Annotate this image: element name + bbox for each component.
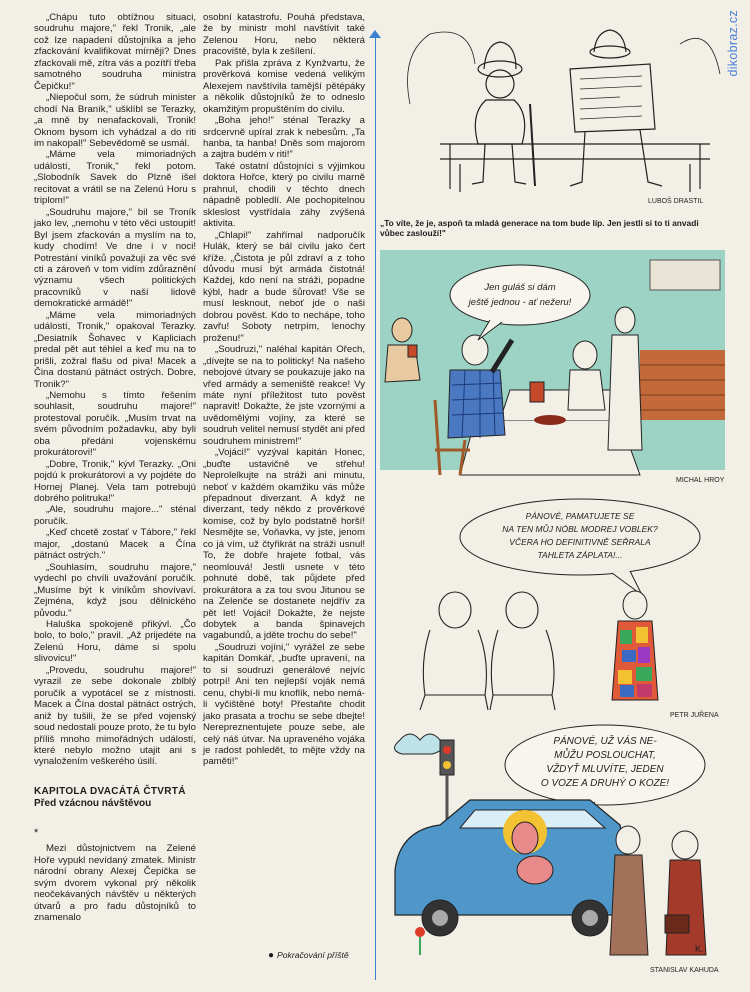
- cartoon-car: [380, 720, 725, 982]
- cartoon-pub: [380, 250, 725, 485]
- artist-initial: K.: [695, 944, 704, 954]
- speech-bubble-line: TAHLETA ZÁPLATA!...: [537, 550, 623, 560]
- artist-signature: PETR JUŘENA: [670, 712, 719, 717]
- speech-bubble-line: VŽDYŤ MLUVÍTE, JEDEN: [546, 764, 664, 775]
- paragraph: „Soudruzi," naléhal kapitán Ořech, „dívejte se na to politicky! Na našeho nebojové útvary se poukazuje jako na vřed armády a semeniště reakce! Vy máte nyní příležitost tuto pověst napravit! Dokažte, že jste vzornými a uvědomělými vojíny, za které se soudruh velitel nemusí stydět ani před soudruhem ministrem!": [203, 344, 365, 447]
- speech-bubble-line: MŮŽU POSLOUCHAT,: [554, 750, 656, 761]
- continued-label: Pokračování příště: [277, 950, 349, 960]
- cartoon-caption: „To víte, že je, aspoň ta mladá generace na tom bude líp. Jen jestli si to ti anvadi vůbec zaslouží!": [380, 218, 699, 238]
- paragraph: „Máme vela mimoriadných událostí, Tronik," opakoval Terazky. „Desiatník Šohavec v Kapliciach predal pět aut téhlel a keď mu na to prišli, zožral flašu od piva! Macek a Čina dostanú pätnáct ostrých. Dobre, Tronik?": [34, 309, 196, 390]
- paragraph: Také ostatní důstojníci s výjimkou doktora Hořce, který po civilu marně prahnul, chodili v těchto dnech nápadně pobledlí. Ale pochopitelnou skleslost vystřídala záhy zvýšená aktivita.: [203, 160, 365, 230]
- paragraph: Haluška spokojeně přikývl. „Čo bolo, to bolo," pravil. „Až prijedéte na Zelenú Horu, dáme si spolu slivovicu!": [34, 619, 196, 665]
- paragraph: „Chápu tuto obtížnou situaci, soudruhu majore," řekl Tronik, „ale což Ize napadení důstojníka a jeho zfackování kvalifikovat mírněji? Dnes zfackovali mě, zítra vás a pozítří třeba samotného soudruha ministra Čepičku!": [34, 12, 196, 92]
- paragraph: „Keď chcetě zostať v Tábore," řekl major, „dostanú Macek a Čína pätnáct ostrých.": [34, 527, 196, 562]
- artist-signature: MICHAL HROY: [676, 477, 725, 484]
- paragraph: „Chlapi!" zahřímal nadporučík Hulák, který se bál civilu jako čert kříže. „Čistota je půl zdraví a z toho důvodu musí být armáda čistotná! Každej, kdo není na stráži, popadne kýbl, hadr a bude šůrovat! Vše se musí lesknout, neboť jde o naši dobrou pověst. Kdo to nechápe, toho zavřu! Soboty netrpím, lenochy proženu!": [203, 229, 365, 344]
- paragraph: „Soudruzi vojíni," vyrážel ze sebe kapitán Domkář, „buďte upravení, na to si soudruzi generálové nejvíc potrpí! Ani ten nejlepší voják nemá cenu, chybí-li mu knoflík, nebo nemá-li vyčištěné boty! Přestaňte chodit jako prasata a trochu se sebe dbejte! Nerepreznentujete pouze sebe, ale celý náš útvar. Na upraveného vojáka je radost pohledět, to mějte vždy na paměti!": [203, 641, 365, 768]
- artist-signature: LUBOŠ DRASTIL: [648, 198, 704, 205]
- bullet-icon: ●: [268, 950, 275, 961]
- paragraph: Mezi důstojnictvem na Zelené Hoře vypukl nevídaný zmatek. Ministr národní obrany Alexej Čepička se svým dvorem vykonal prý několik neočekávaných návštěv u některých útvarů a pro řadu důstojníků to znamenalo: [34, 843, 196, 924]
- paragraph: „Dobre, Tronik," kývl Terazky. „Oni pojdú k prokurátorovi a vy pojdéte do Hornej Planej. Vela tam potrebujú dobrého politruka!": [34, 458, 196, 505]
- section-star: *: [34, 826, 39, 839]
- paragraph: osobní katastrofu. Pouhá představa, že by ministr mohl navštívit také Zelenou Horu, nebo některá pracoviště, byla k zešílení.: [203, 12, 365, 58]
- article-column-2: [203, 12, 365, 768]
- continued-note: [268, 950, 349, 961]
- cartoon-bench: [380, 14, 725, 206]
- speech-bubble-line: O VOZE A DRUHÝ O KOZE!: [540, 778, 670, 789]
- speech-bubble-line: PÁNOVÉ, UŽ VÁS NE-: [553, 736, 657, 747]
- article-column-1: [34, 12, 196, 924]
- paragraph: „Ale, soudruhu majore..." sténal poručík.: [34, 504, 196, 527]
- artist-signature: STANISLAV KAHUDA: [650, 967, 719, 974]
- paragraph: „Souhlasím, soudruhu majore," vydechl po chvíli uvažování poručík. „Musíme být k viníkům shovívaví. Zejména, když jsou dělnického původu.": [34, 561, 196, 619]
- chapter-title: KAPITOLA DVACÁTÁ ČTVRTÁ: [34, 785, 186, 797]
- chapter-subtitle: Před vzácnou návštěvou: [34, 797, 152, 809]
- speech-bubble-line: NA TEN MŮJ NÓBL MODREJ VOBLEK?: [502, 524, 658, 534]
- speech-bubble-line: VČERA HO DEFINITIVNĚ SEŘRALA: [509, 537, 651, 547]
- paragraph: „Vojáci!" vyzýval kapitán Honec, „buďte ustavičně ve střehu! Neprolelkujte na stráži ani minutu, neboť v každém okamžiku vás může přepadnout diverzant. A když ne diverzant, tedy někdo z prověrkové komise, což by bylo podstatně horší! Nesmějte se, Voňavka, vy jste, jenom co já vím, už čtyřikrát na stráži usnul! To, že dobře hrajete fotbal, vás neomlouvá! Jestli usnete v této pohnuté době, tak půjdete před prokurátora a za tou svou Jitunou se na Zelenče se dostanete nejdřív za pět let! Vojáci! Dokažte, že nejste dobytek a banda špinavejch vagabundů, a jděte trochu do sebe!": [203, 447, 365, 642]
- paragraph: „Provedu, soudruhu majore!" vyrazil ze sebe dokonale zblblý poručík a vypotácel se z místnosti. Macek a Čína dostal pätnáct ostrých, aniž by tušili, že se před vojenský soud nedostali pouze proto, že tu bylo příliš mnoho mimořádných událostí, které nebylo možno utajit ani s vynaložením veškerého úsilí.: [34, 664, 196, 768]
- cartoon-patched-suit: [380, 495, 725, 717]
- column-divider: [375, 32, 376, 980]
- watermark: dikobraz.cz: [726, 10, 740, 77]
- speech-bubble-line: PÁNOVÉ, PAMATUJETE SE: [525, 511, 635, 521]
- paragraph: „Soudruhu majore," bil se Troník jako lev, „nemohu v této věci ustoupit! Byl jsem zfackován a myslím na to, kudy chodím! Ve dne i v noci! Potrestání viníků považuji za věc své cti a zároveň v tom vidím zdůraznění významu všech politických pracovníků v naší lidově demokratické armádě!": [34, 206, 196, 310]
- paragraph: „Niepočul som, že súdruh minister chodí Na Braník," ušklíbl se Terazky, „a mně by nenafackovali, Tronik! Oknom bysom ich vyhádzal a do riti im nakopal!" Sebevědomě se usmál.: [34, 92, 196, 149]
- paragraph: „Boha jeho!" sténal Terazky a srdcervně upíral zrak k nebesům. „Ta hanba, ta hanba! Dněs som majorom a zajtra budém v riti!": [203, 115, 365, 161]
- speech-bubble-line: ještě jednou - ať nežeru!: [468, 297, 572, 308]
- speech-bubble-line: Jen guláš si dám: [484, 282, 556, 293]
- paragraph: „Máme vela mimoriadných událostí, Tronik," řekl potom. „Slobodník Savek do Plzně išel recitovat a vrátil se na Zelenú Horu s triplom!": [34, 149, 196, 207]
- paragraph: Pak přišla zpráva z Kynžvartu, že prověrková komise vedená velikým Alexejem navštívila tamější pětépáky a několik důstojníků že to odneslo okamžitým propuštěním do civilu.: [203, 57, 365, 115]
- paragraph: „Nemohu s tímto řešením souhlasit, soudruhu majore!" protestoval poručík. „Musím trvat na svém původním požadavku, aby byli oba předáni vojenskému prokurátorovi!": [34, 389, 196, 459]
